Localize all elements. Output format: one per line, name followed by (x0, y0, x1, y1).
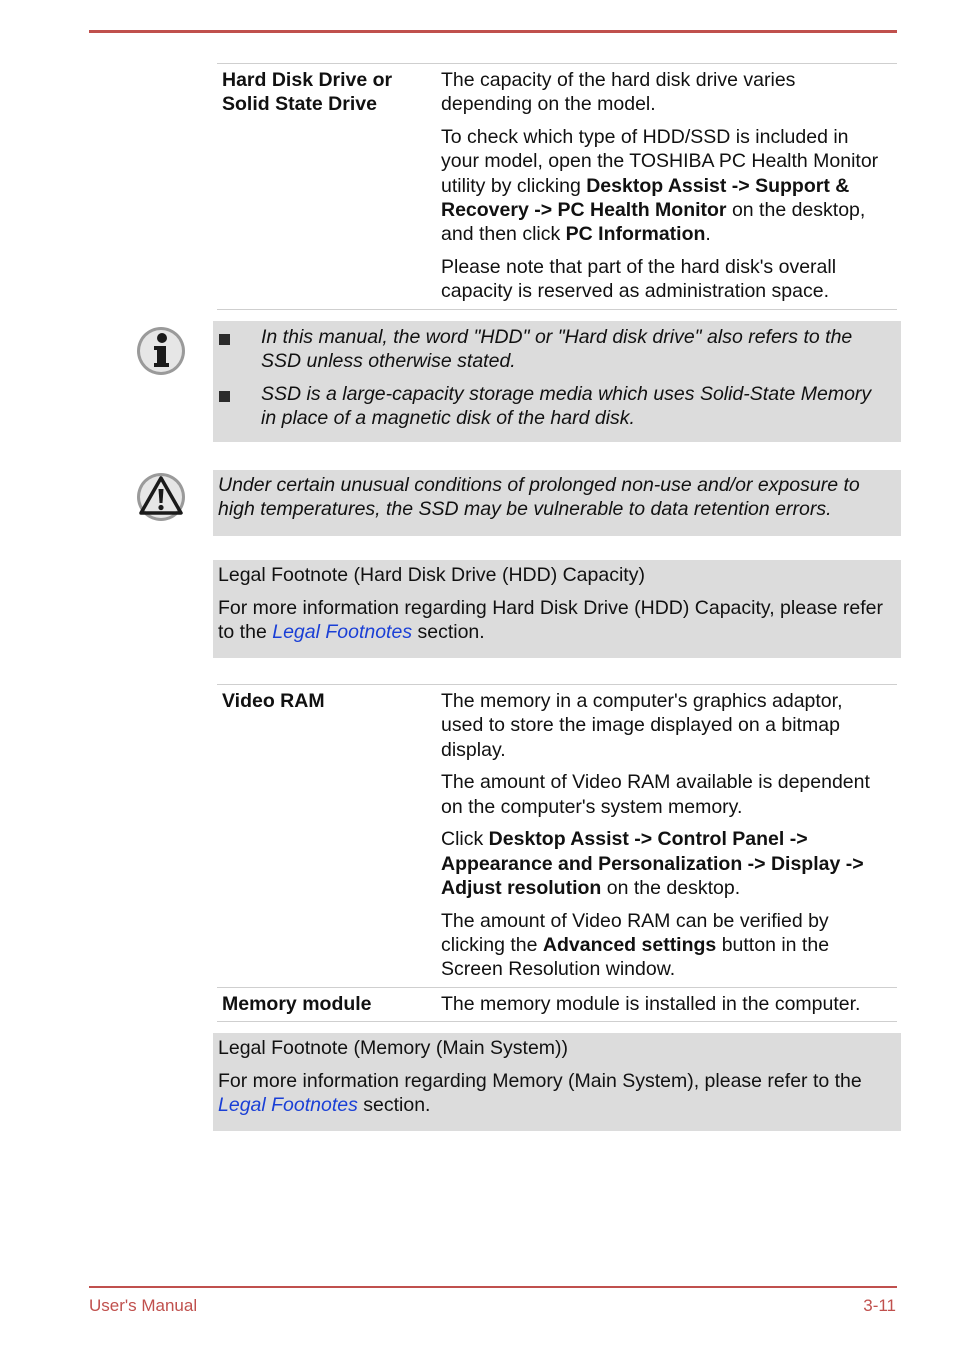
bullet-icon (219, 334, 230, 345)
video-ram-paragraph-2: The amount of Video RAM available is dependent on the computer's system memory. (441, 771, 870, 818)
spec-label-hdd: Hard Disk Drive or Solid State Drive (222, 69, 393, 116)
info-note-list (213, 321, 901, 442)
spec-row-memory-module (217, 987, 897, 1022)
info-note (213, 321, 901, 442)
spec-table-memory (217, 684, 897, 1022)
hdd-paragraph-1: The capacity of the hard disk drive varies depending on the model. (441, 69, 796, 116)
warning-note (213, 470, 901, 536)
info-icon (135, 325, 187, 377)
spec-table-storage (217, 63, 897, 310)
legal-footnote-title: Legal Footnote (Memory (Main System)) (218, 1037, 569, 1059)
spec-desc-video-ram (441, 685, 897, 987)
legal-footnote-text: For more information regarding Memory (Main System), please refer to the Legal Footnotes section. (218, 1069, 862, 1117)
footer-title: User's Manual (89, 1296, 198, 1315)
spec-row-hdd (217, 63, 897, 310)
spec-desc-hdd (441, 64, 897, 309)
bullet-icon (219, 391, 230, 402)
video-ram-paragraph-4: The amount of Video RAM can be verified by clicking the Advanced settings button in the Screen Resolution window. (441, 909, 830, 981)
spec-label-memory-module: Memory module (222, 992, 372, 1015)
info-note-item: In this manual, the word "HDD" or "Hard disk drive" also refers to the SSD unless otherwise stated. (213, 325, 891, 374)
spec-label-video-ram: Video RAM (222, 690, 325, 712)
video-ram-paragraph-3: Click Desktop Assist -> Control Panel -> Appearance and Personalization -> Display -> Adjust resolution on the desktop. (441, 828, 864, 900)
legal-footnotes-link[interactable]: Legal Footnotes (272, 621, 413, 644)
footer-rule (89, 1286, 897, 1288)
legal-footnote-text: For more information regarding Hard Disk Drive (HDD) Capacity, please refer to the Legal Footnotes section. (218, 596, 884, 644)
video-ram-paragraph-1: The memory in a computer's graphics adaptor, used to store the image displayed on a bitmap display. (441, 690, 843, 761)
hdd-paragraph-3: Please note that part of the hard disk's overall capacity is reserved as administration space. (441, 256, 837, 303)
warning-text: Under certain unusual conditions of prolonged non-use and/or exposure to high temperatures, the SSD may be vulnerable to data retention errors. (218, 474, 860, 521)
page-number: 3-11 (863, 1296, 896, 1315)
spec-row-video-ram (217, 684, 897, 987)
hdd-paragraph-2: To check which type of HDD/SSD is included in your model, open the TOSHIBA PC Health Monitor utility by clicking Desktop Assist -> Support & Recovery -> PC Health Monitor on the desktop, and then click PC Information. (441, 126, 879, 246)
legal-footnotes-link[interactable]: Legal Footnotes (218, 1094, 358, 1117)
legal-footnote-hdd (213, 560, 901, 658)
header-rule (89, 30, 897, 33)
legal-footnote-title: Legal Footnote (Hard Disk Drive (HDD) Capacity) (218, 564, 645, 586)
warning-icon (135, 471, 187, 523)
legal-footnote-memory (213, 1033, 901, 1131)
info-note-item: SSD is a large-capacity storage media which uses Solid-State Memory in place of a magnetic disk of the hard disk. (213, 382, 891, 431)
spec-desc-memory-module: The memory module is installed in the computer. (441, 992, 861, 1015)
